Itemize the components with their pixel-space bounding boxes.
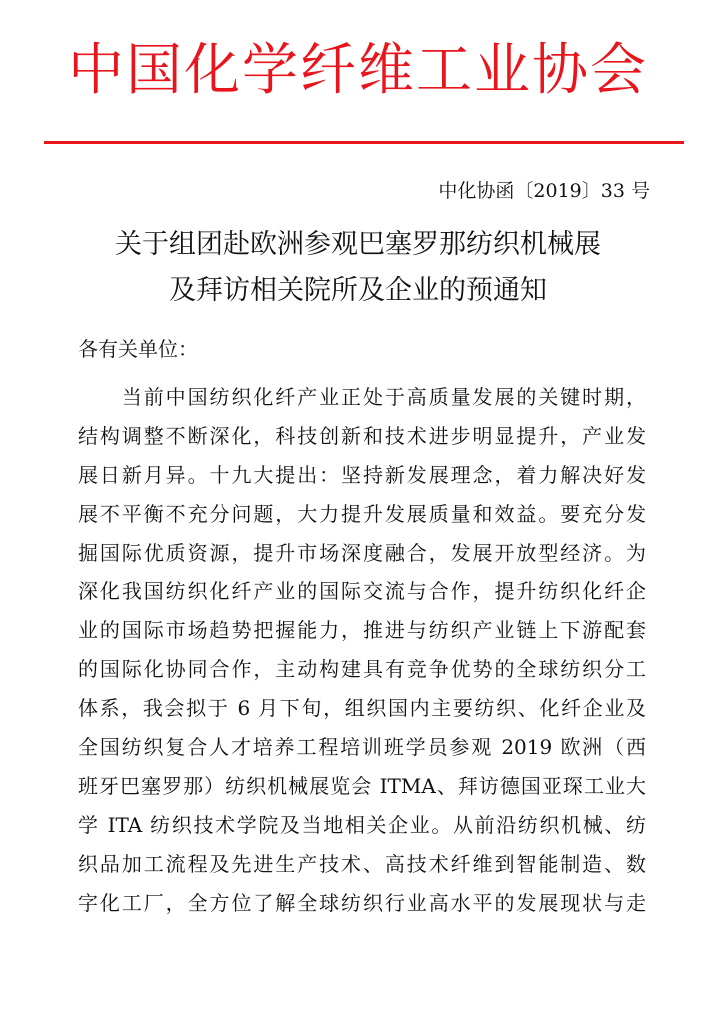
body-line: 展日新月异。十九大提出：坚持新发展理念，着力解决好发	[78, 462, 646, 487]
letterhead-org-name: 中国化学纤维工业协会	[68, 38, 648, 103]
document-title-line-2: 及拜访相关院所及企业的预通知	[169, 275, 547, 306]
body-line: 的国际化协同合作，主动构建具有竞争优势的全球纺织分工	[78, 657, 646, 682]
document-title-line-1: 关于组团赴欧洲参观巴塞罗那纺织机械展	[115, 229, 601, 260]
body-paragraph	[78, 378, 646, 922]
body-line: 展不平衡不充分问题，大力提升发展质量和效益。要充分发	[78, 501, 646, 526]
document-title	[0, 222, 716, 314]
body-line: 结构调整不断深化，科技创新和技术进步明显提升，产业发	[78, 423, 646, 448]
document-number: 中化协函〔2019〕33 号	[438, 180, 650, 202]
letterhead-red-rule	[44, 141, 684, 144]
body-line: 织品加工流程及先进生产技术、高技术纤维到智能制造、数	[78, 851, 646, 876]
body-line: 体系，我会拟于 6 月下旬，组织国内主要纺织、化纤企业及	[78, 696, 646, 721]
body-line: 学 ITA 纺织技术学院及当地相关企业。从前沿纺织机械、纺	[78, 812, 646, 837]
body-line: 全国纺织复合人才培养工程培训班学员参观 2019 欧洲（西	[78, 735, 646, 760]
body-line: 业的国际市场趋势把握能力，推进与纺织产业链上下游配套	[78, 618, 646, 643]
salutation: 各有关单位：	[78, 337, 198, 361]
body-line: 字化工厂，全方位了解全球纺织行业高水平的发展现状与走	[78, 890, 646, 915]
body-line: 当前中国纺织化纤产业正处于高质量发展的关键时期，	[78, 385, 646, 409]
body-line: 班牙巴塞罗那）纺织机械展览会 ITMA、拜访德国亚琛工业大	[78, 773, 646, 798]
body-line: 深化我国纺织化纤产业的国际交流与合作，提升纺织化纤企	[78, 579, 646, 604]
body-line: 掘国际优质资源，提升市场深度融合，发展开放型经济。为	[78, 540, 646, 565]
